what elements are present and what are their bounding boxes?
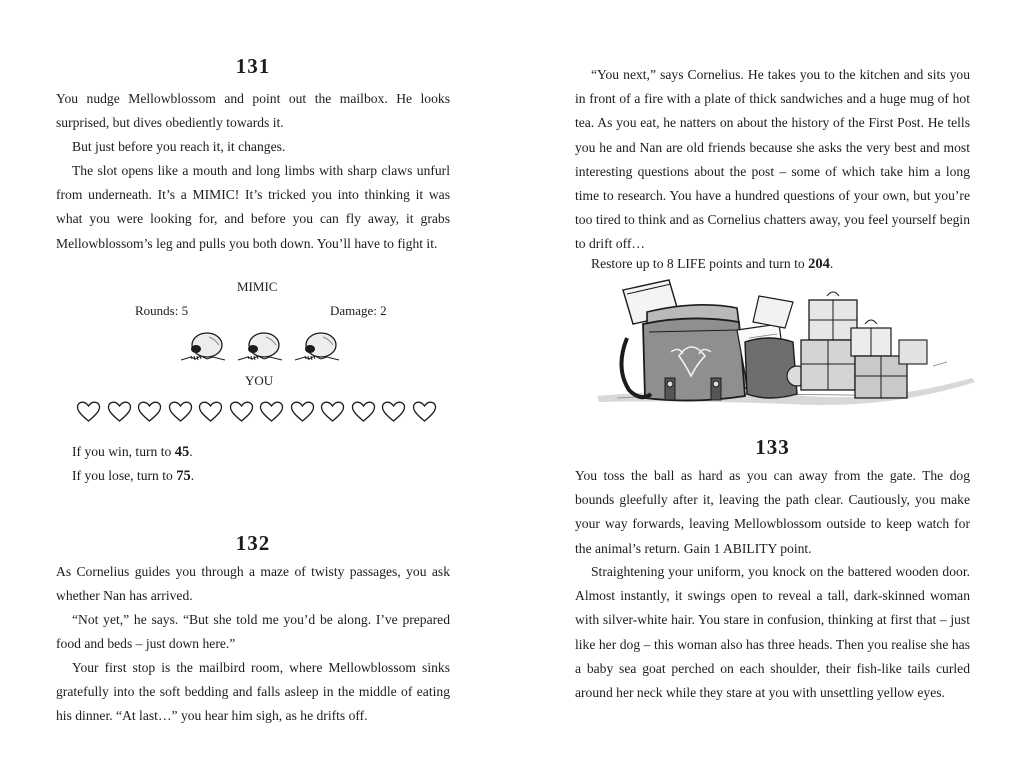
skull-icon [236,329,284,368]
lose-text: If you lose, turn to [72,468,177,483]
win-end: . [189,444,193,459]
heart-icon [320,401,345,423]
sec131-paragraph-3: The slot opens like a mouth and long limbs with sharp claws unfurl from underneath. It’s a MIMIC! It’s tricked you into thinking it was what you were looking for, and before you can fly away, it grabs Mellowblossom’s leg and pulls you both down. You’ll have to fight it. [56,163,450,251]
lose-end: . [190,468,195,483]
heart-icon [412,401,437,423]
heart-icon [198,401,223,423]
sec133-paragraph-2: Straightening your uniform, you knock on the battered wooden door. Almost instantly, it swings open to reveal a tall, dark-skinned woman with silver-white hair. You stare in confusion, thinking at first that – just like her dog – this woman also has three heads. Then you realise she has a baby sea goat perched on each shoulder, their fish-like tails curled around her neck while they stare at you with unsettling yellow eyes. [575,564,970,701]
sec131-paragraph-1: You nudge Mellowblossom and point out the mailbox. He looks surprised, but dives obediently towards it. [56,91,450,131]
cont-paragraph-1: “You next,” says Cornelius. He takes you to the kitchen and sits you in front of a fire with a plate of thick sandwiches and a huge mug of hot tea. As you eat, he natters on about the history of the First Post. He tells you he and Nan are old friends because she asks the very best and most interesting questions about the post – some of which take him a long time to research. You have a hundred questions of your own, but you’re too tired to think and as Cornelius chatters away, you feel yourself begin to drift off… [575,67,970,252]
section-number-133: 133 [755,435,790,459]
section-number-131: 131 [235,54,271,78]
heart-icon [168,401,193,423]
skull-icon [293,329,341,368]
heart-icon [290,401,315,423]
heart-icon [351,401,376,423]
enemy-skull-row [179,329,341,368]
sec132-paragraph-1: As Cornelius guides you through a maze of twisty passages, you ask whether Nan has arrived. [56,564,450,604]
sec131-paragraph-2: But just before you reach it, it changes. [72,139,286,154]
heart-icon [76,401,101,423]
sec132-paragraph-3: Your first stop is the mailbird room, where Mellowblossom sinks gratefully into the soft bedding and falls asleep in the middle of eating his dinner. “At last…” you hear him sigh, as he drifts off. [56,660,450,724]
player-hearts-row [76,401,437,423]
heart-icon [381,401,406,423]
heart-icon [107,401,132,423]
lose-line [72,464,194,488]
player-name: YOU [245,373,274,388]
win-text: If you win, turn to [72,444,175,459]
heart-icon [229,401,254,423]
skull-icon [179,329,227,368]
heart-icon [137,401,162,423]
heart-icon [259,401,284,423]
sec132-paragraph-2: “Not yet,” he says. “But she told me you’d be along. I’ve prepared food and beds – just down here.” [56,612,450,652]
section-number-132: 132 [235,531,271,555]
sec133-paragraph-1: You toss the ball as hard as you can away from the gate. The dog bounds gleefully after it, leaving the path clear. Cautiously, you make your way forwards, leaving Mellowblossom outside to keep watch for the animal’s return. Gain 1 ABILITY point. [575,468,970,556]
restore-end: . [829,256,834,271]
restore-turn-number: 204 [808,256,830,272]
damage-label: Damage: 2 [330,303,387,318]
enemy-name: MIMIC [237,279,278,294]
win-line [72,440,193,464]
satchel-and-parcels-illustration [587,278,977,423]
rounds-label: Rounds: 5 [135,303,189,318]
win-turn-number: 45 [174,444,190,460]
restore-text: Restore up to 8 LIFE points and turn to [591,256,809,271]
cont-paragraph-2 [575,252,970,276]
lose-turn-number: 75 [176,468,191,484]
